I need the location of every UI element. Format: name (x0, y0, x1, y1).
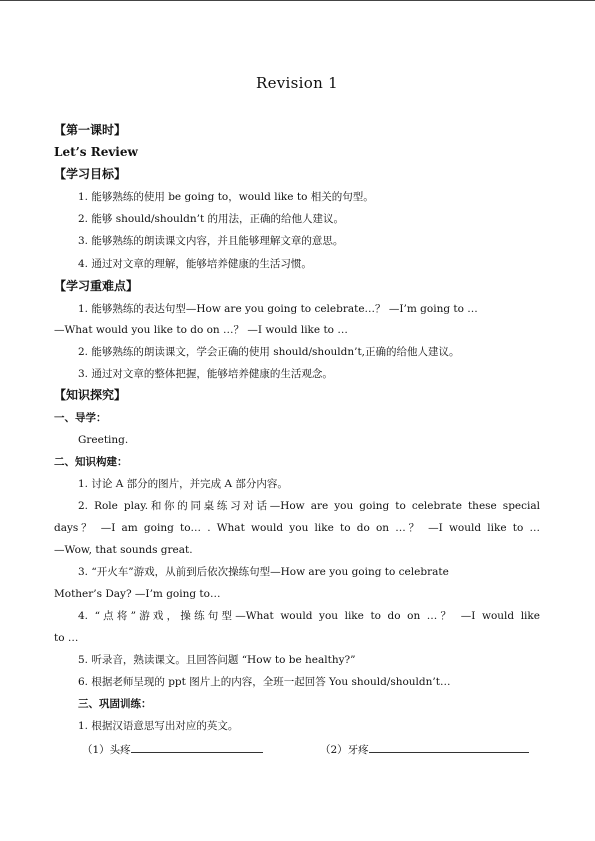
objectives-heading: 【学习目标】 (54, 167, 127, 181)
page-top-rule (0, 0, 595, 1)
objective-item: 3. 能够熟练的朗读课文内容，并且能够理解文章的意思。 (78, 235, 344, 247)
construct-item: 6. 根据老师呈现的 ppt 图片上的内容，全班一起回答 You should/shouldn’t… (78, 676, 451, 688)
construct-item-continued: —Wow, that sounds great. (54, 544, 193, 556)
lesson-name: Let’s Review (54, 145, 138, 159)
construct-item: 3. “开火车”游戏，从前到后依次操练句型—How are you going to celebrate (78, 566, 449, 578)
question-label: （2）牙疼 (320, 744, 369, 756)
question-toothache (320, 741, 529, 757)
page-title: Revision 1 (256, 74, 338, 92)
guide-text: Greeting. (78, 434, 129, 446)
key-point-item-continued: —What would you like to do on …？ —I would like to … (54, 324, 348, 336)
construct-item: 2. Role play.和你的同桌练习对话—How are you going to celebrate these special (78, 500, 540, 512)
construct-heading: 二、知识构建： (54, 456, 128, 468)
construct-item: 4. “点将”游戏，操练句型—What would you like to do on …？ —I would like (78, 610, 540, 622)
lesson-heading: 【第一课时】 (54, 123, 127, 137)
objective-item: 2. 能够 should/shouldn’t 的用法，正确的给他人建议。 (78, 213, 345, 225)
key-point-item: 2. 能够熟练的朗读课文，学会正确的使用 should/shouldn’t,正确的给他人建议。 (78, 346, 460, 358)
guide-heading: 一、导学： (54, 412, 107, 424)
construct-item: 5. 听录音，熟读课文。且回答问题 “How to be healthy?” (78, 654, 356, 666)
practice-heading: 三、巩固训练： (78, 698, 152, 710)
construct-item-continued: to … (54, 632, 79, 644)
construct-item: 1. 讨论 A 部分的图片，并完成 A 部分内容。 (78, 478, 288, 490)
practice-item: 1. 根据汉语意思写出对应的英文。 (78, 720, 239, 732)
key-point-item: 3. 通过对文章的整体把握，能够培养健康的生活观念。 (78, 368, 333, 380)
question-label: （1）头疼 (82, 744, 131, 756)
construct-item-continued: days？ —I am going to… . What would you like to do on …？ —I would like to … (54, 522, 540, 534)
objective-item: 4. 通过对文章的理解，能够培养健康的生活习惯。 (78, 258, 312, 270)
explore-heading: 【知识探究】 (54, 388, 127, 402)
key-point-item: 1. 能够熟练的表达句型—How are you going to celebrate…？ —I’m going to … (78, 303, 478, 315)
question-headache (82, 741, 263, 757)
key-points-heading: 【学习重难点】 (54, 279, 139, 293)
objective-item: 1. 能够熟练的使用 be going to，would like to 相关的句型。 (78, 191, 374, 203)
answer-blank[interactable] (369, 741, 529, 753)
construct-item-continued: Mother’s Day? —I’m going to… (54, 588, 221, 600)
answer-blank[interactable] (131, 741, 263, 753)
